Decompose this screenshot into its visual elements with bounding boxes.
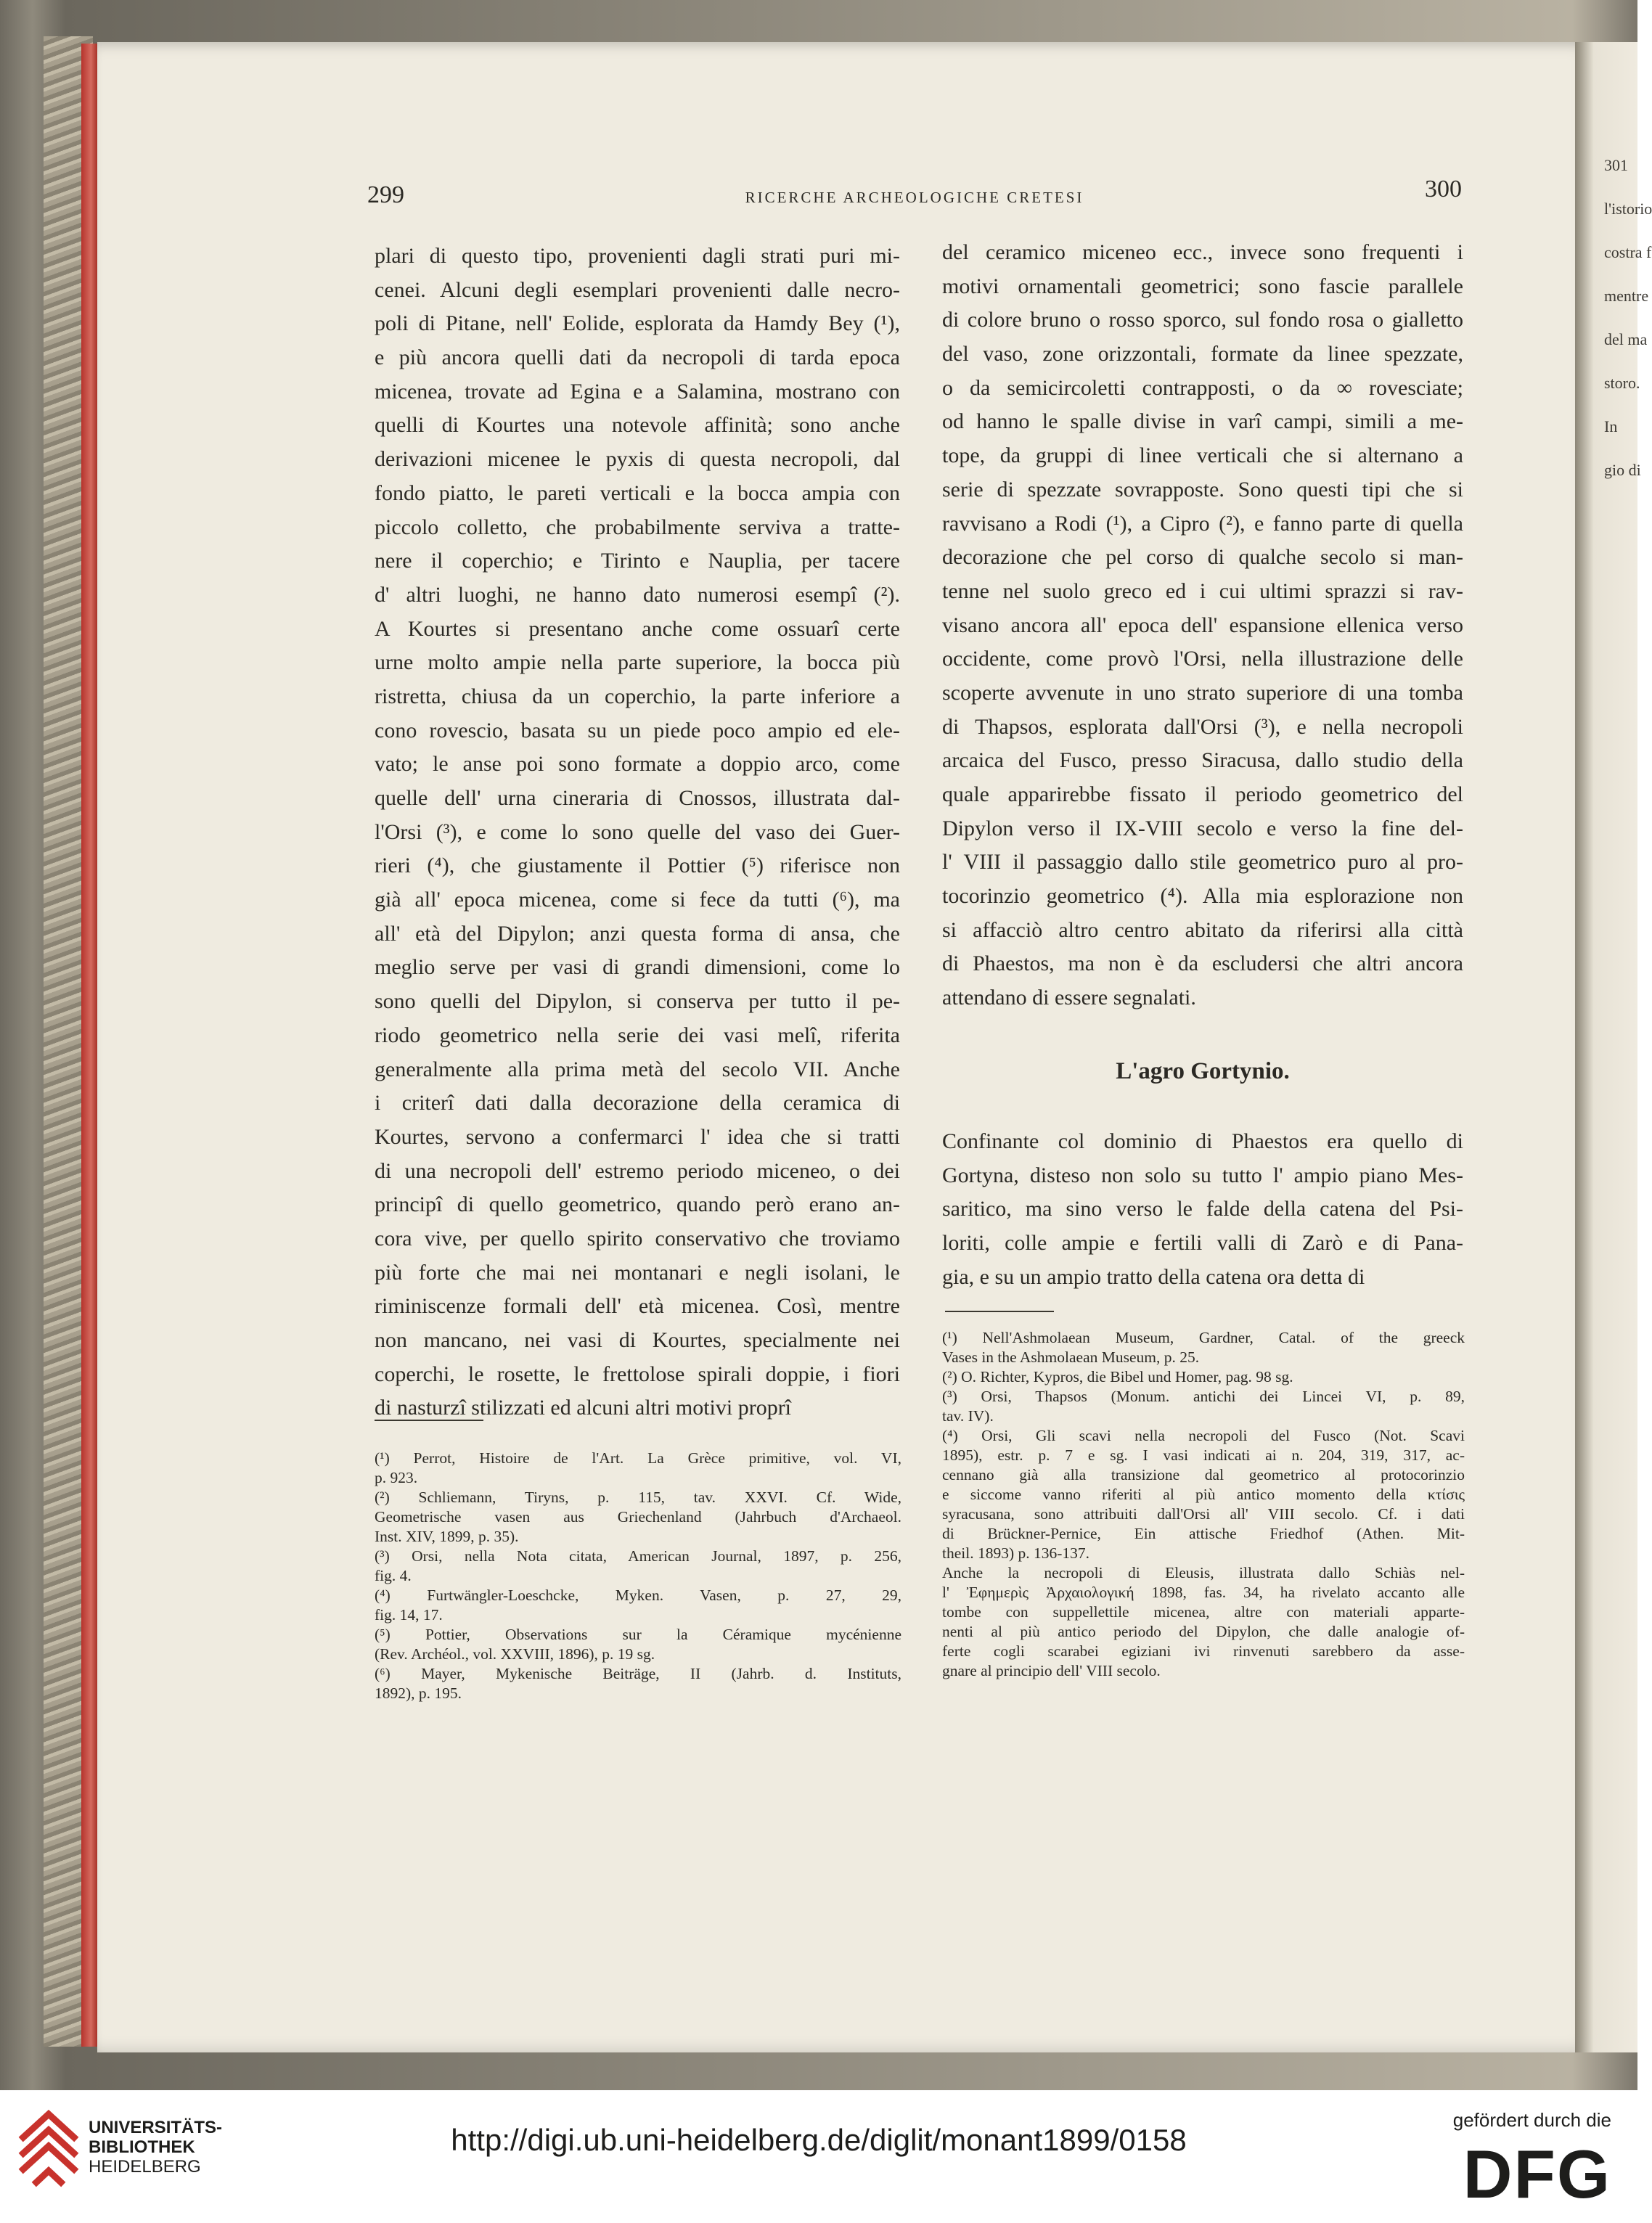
text-line: gia, e su un ampio tratto della catena ora detta di [942, 1264, 1365, 1289]
footnote-line: Inst. XIV, 1899, p. 35). [375, 1528, 519, 1545]
footnote-line: Vases in the Ashmolaean Museum, p. 25. [942, 1348, 1200, 1366]
footnote-line: theil. 1893) p. 136-137. [942, 1544, 1090, 1562]
library-line-1: UNIVERSITÄTS- [89, 2118, 223, 2137]
text-line: Gortyna, disteso non solo su tutto l' ampio piano Mes- [942, 1163, 1463, 1187]
next-page-fragment: gio di [1604, 461, 1641, 479]
text-line: meglio serve per vasi di grandi dimensioni, come lo [375, 955, 900, 980]
left-column-text [375, 240, 900, 1425]
text-line: riodo geometrico nella serie dei vasi melî, riferita [375, 1023, 900, 1047]
text-line: fondo piatto, le pareti verticali e la bocca ampia con [375, 480, 900, 505]
text-line: l'Orsi (³), e come lo sono quelle del vaso dei Guer- [375, 819, 900, 844]
text-line: plari di questo tipo, provenienti dagli strati puri mi- [375, 244, 900, 268]
footnote-line: e siccome vanno riferiti al più antico momento della κτίσις [942, 1486, 1465, 1503]
text-line: coperchi, le rosette, le frettolose spirali doppie, i fiori [375, 1362, 900, 1386]
text-line: A Kourtes si presentano anche come ossuarî certe [375, 616, 900, 641]
footnote-line: Anche la necropoli di Eleusis, illustrata dallo Schiàs nel- [942, 1564, 1465, 1581]
footnote-line: (¹) Nell'Ashmolaean Museum, Gardner, Catal. of the greeck [942, 1329, 1465, 1346]
text-line: cora vive, per quello spirito conservativo che troviamo [375, 1226, 900, 1250]
text-line: non mancano, nei vasi di Kourtes, specialmente nei [375, 1328, 900, 1352]
footnote-line: (⁴) Furtwängler-Loeschcke, Myken. Vasen, p. 27, 29, [375, 1587, 901, 1604]
footnotes-right [942, 1328, 1465, 1681]
page-number-right: 300 [1425, 176, 1462, 202]
text-line: Kourtes, servono a confermarci l' idea che si tratti [375, 1124, 900, 1149]
footnote-line: (⁴) Orsi, Gli scavi nella necropoli del Fusco (Not. Scavi [942, 1427, 1465, 1444]
dfg-logo[interactable]: DFG [1463, 2136, 1611, 2212]
text-line: poli di Pitane, nell' Eolide, esplorata da Hamdy Bey (¹), [375, 311, 900, 336]
text-line: di Thapsos, esplorata dall'Orsi (³), e nella necropoli [942, 714, 1463, 739]
text-line: arcaica del Fusco, presso Siracusa, dallo studio della [942, 748, 1463, 773]
footnote-line: cennano già alla transizione dal geometrico al protocorinzio [942, 1466, 1465, 1483]
text-line: tope, da gruppi di linee verticali che si alternano a [942, 443, 1463, 468]
next-page-fragment: del ma [1604, 330, 1648, 348]
next-page-fragment: l'istorio [1604, 200, 1652, 218]
next-page-fragment: storo. [1604, 374, 1640, 392]
next-page-fragments [1575, 144, 1652, 492]
footnote-rule-left [375, 1420, 483, 1421]
footnote-line: ferte cogli scarabei egiziani ivi rinvenuti sarebbero da asse- [942, 1642, 1465, 1660]
text-line: e più ancora quelli dati da necropoli di tarda epoca [375, 345, 900, 370]
footnote-line: p. 923. [375, 1469, 418, 1486]
next-page-fragment: In [1604, 417, 1618, 435]
library-line-2: BIBLIOTHEK [89, 2137, 195, 2157]
running-head [367, 176, 1462, 218]
footnote-line: tav. IV). [942, 1407, 994, 1425]
next-page-fragment: mentre [1604, 287, 1649, 305]
footnote-line: (¹) Perrot, Histoire de l'Art. La Grèce primitive, vol. VI, [375, 1449, 901, 1467]
text-line: di colore bruno o rosso sporco, sul fondo rosa o gialletto [942, 308, 1463, 332]
text-line: cono rovescio, basata su un piede poco ampio ed ele- [375, 718, 900, 742]
text-line: principî di quello geometrico, quando però erano an- [375, 1192, 900, 1217]
text-line: quelli di Kourtes una notevole affinità; sono anche [375, 413, 900, 438]
text-line: od hanno le spalle divise in varî campi, simili a me- [942, 409, 1463, 434]
text-line: tenne nel suolo greco ed i cui ultimi sprazzi si rav- [942, 578, 1463, 603]
text-line: micenea, trovate ad Egina e a Salamina, mostrano con [375, 379, 900, 404]
text-line: saritico, ma sino verso le falde della catena del Psi- [942, 1197, 1463, 1221]
text-line: di nasturzî stilizzati ed alcuni altri motivi proprî [375, 1396, 792, 1420]
text-line: serie di spezzate sovrapposte. Sono questi tipi che si [942, 477, 1463, 501]
footnote-line: 1895), estr. p. 7 e sg. I vasi indicati ai n. 204, 319, 317, ac- [942, 1446, 1465, 1464]
text-line: si affacciò altro centro abitato da riferirsi alla città [942, 917, 1463, 942]
right-column-text-continued [942, 1125, 1463, 1294]
text-line: sono quelli del Dipylon, si conserva per tutto il pe- [375, 989, 900, 1014]
text-line: vato; le anse poi sono formate a doppio arco, come [375, 752, 900, 777]
text-line: riminiscenze formali dell' età micenea. Così, mentre [375, 1294, 900, 1319]
text-line: quelle dell' urna cineraria di Cnossos, illustrata dal- [375, 786, 900, 810]
library-line-3: HEIDELBERG [89, 2157, 201, 2177]
text-line: piccolo colletto, che probabilmente serviva a tratte- [375, 515, 900, 539]
footnote-line: fig. 4. [375, 1567, 412, 1584]
text-line: nere il coperchio; e Tirinto e Nauplia, per tacere [375, 549, 900, 573]
footnote-line: fig. 14, 17. [375, 1606, 443, 1624]
text-line: l' VIII il passaggio dallo stile geometrico puro al pro- [942, 850, 1463, 875]
right-column-text [942, 236, 1463, 1015]
text-line: visano ancora all' epoca dell' espansione ellenica verso [942, 613, 1463, 637]
page-number-left: 299 [367, 181, 404, 208]
permalink-url[interactable]: http://digi.ub.uni-heidelberg.de/diglit/monant1899/0158 [451, 2123, 1187, 2157]
footnote-line: (³) Orsi, nella Nota citata, American Journal, 1897, p. 256, [375, 1547, 901, 1565]
text-line: tocorinzio geometrico (⁴). Alla mia esplorazione non [942, 884, 1463, 909]
text-line: o da semicircoletti contrapposti, o da ∞ rovesciate; [942, 375, 1463, 400]
text-line: ristretta, chiusa da un coperchio, la parte inferiore a [375, 684, 900, 708]
text-line: di una necropoli dell' estremo periodo miceneo, o dei [375, 1158, 900, 1183]
text-line: derivazioni micenee le pyxis di questa necropoli, dal [375, 447, 900, 472]
text-line: cenei. Alcuni degli esemplari provenienti dalle necro- [375, 277, 900, 302]
footnote-line: (²) O. Richter, Kypros, die Bibel und Homer, pag. 98 sg. [942, 1368, 1293, 1385]
text-line: rieri (⁴), che giustamente il Pottier (⁵) riferisce non [375, 853, 900, 878]
footnote-line: (²) Schliemann, Tiryns, p. 115, tav. XXVI. Cf. Wide, [375, 1489, 901, 1506]
text-line: del ceramico miceneo ecc., invece sono frequenti i [942, 240, 1463, 264]
text-line: loriti, colle ampie e fertili valli di Zarò e di Pana- [942, 1231, 1463, 1256]
text-line: occidente, come provò l'Orsi, nella illustrazione delle [942, 647, 1463, 671]
section-heading: L'agro Gortynio. [1116, 1058, 1290, 1084]
footnote-line: (Rev. Archéol., vol. XXVIII, 1896), p. 19 sg. [375, 1645, 655, 1663]
next-page-fragment: costra f [1604, 243, 1652, 261]
footnote-line: Geometrische vasen aus Griechenland (Jahrbuch d'Archaeol. [375, 1508, 901, 1526]
footnotes-left [375, 1449, 901, 1703]
text-line: all' età del Dipylon; anzi questa forma di ansa, che [375, 921, 900, 946]
footnote-line: tombe con suppellettile micenea, altre con materiali apparte- [942, 1603, 1465, 1621]
text-line: i criterî dati dalla decorazione della ceramica di [375, 1091, 900, 1115]
footnote-line: gnare al principio dell' VIII secolo. [942, 1662, 1161, 1679]
footnote-line: (⁵) Pottier, Observations sur la Céramique mycénienne [375, 1626, 901, 1643]
footnote-rule-right [945, 1311, 1054, 1312]
text-line: attendano di essere segnalati. [942, 986, 1196, 1010]
footnote-line: di Brückner-Pernice, Ein attische Friedhof (Athen. Mit- [942, 1525, 1465, 1542]
text-line: quale apparirebbe fissato il periodo geometrico del [942, 782, 1463, 806]
text-line: del vaso, zone orizzontali, formate da linee spezzate, [942, 342, 1463, 367]
text-line: Dipylon verso il IX-VIII secolo e verso la fine del- [942, 816, 1463, 840]
footnote-line: syracusana, sono attribuiti dall'Orsi all' VIII secolo. Cf. i dati [942, 1505, 1465, 1523]
red-page-edge [81, 44, 97, 2047]
footnote-line: 1892), p. 195. [375, 1684, 462, 1702]
footnote-line: (³) Orsi, Thapsos (Monum. antichi dei Lincei VI, p. 89, [942, 1388, 1465, 1405]
text-line: ravvisano a Rodi (¹), a Cipro (²), e fanno parte di quella [942, 511, 1463, 536]
text-line: scoperte avvenute in uno strato superiore di una tomba [942, 680, 1463, 705]
next-page-fragment: 301 [1604, 156, 1628, 174]
text-line: d' altri luoghi, ne hanno dato numerosi esempî (²). [375, 582, 900, 607]
text-line: motivi ornamentali geometrici; sono fascie parallele [942, 274, 1463, 298]
text-line: più forte che mai nei montanari e negli isolani, le [375, 1260, 900, 1285]
footnote-line: l' Ἐφημερὶς Ἀρχαιολογική 1898, fas. 34, ha rivelato accanto alle [942, 1584, 1465, 1601]
text-line: decorazione che pel corso di qualche secolo si man- [942, 545, 1463, 570]
text-line: di Phaestos, ma non è da escludersi che altri ancora [942, 951, 1463, 976]
footnote-line: (⁶) Mayer, Mykenische Beiträge, II (Jahrb. d. Instituts, [375, 1665, 901, 1682]
text-line: generalmente alla prima metà del secolo VII. Anche [375, 1057, 900, 1081]
running-title: RICERCHE ARCHEOLOGICHE CRETESI [745, 189, 1084, 206]
text-line: urne molto ampie nella parte superiore, la bocca più [375, 650, 900, 675]
text-line: Confinante col dominio di Phaestos era quello di [942, 1129, 1463, 1153]
text-line: già all' epoca micenea, come si fece da tutti (⁶), ma [375, 888, 900, 912]
funded-by-label: gefördert durch die [1452, 2109, 1611, 2131]
footnote-line: nenti al più antico periodo del Dipylon, che dalle analogie of- [942, 1623, 1465, 1640]
next-page-edge [1575, 42, 1652, 2052]
